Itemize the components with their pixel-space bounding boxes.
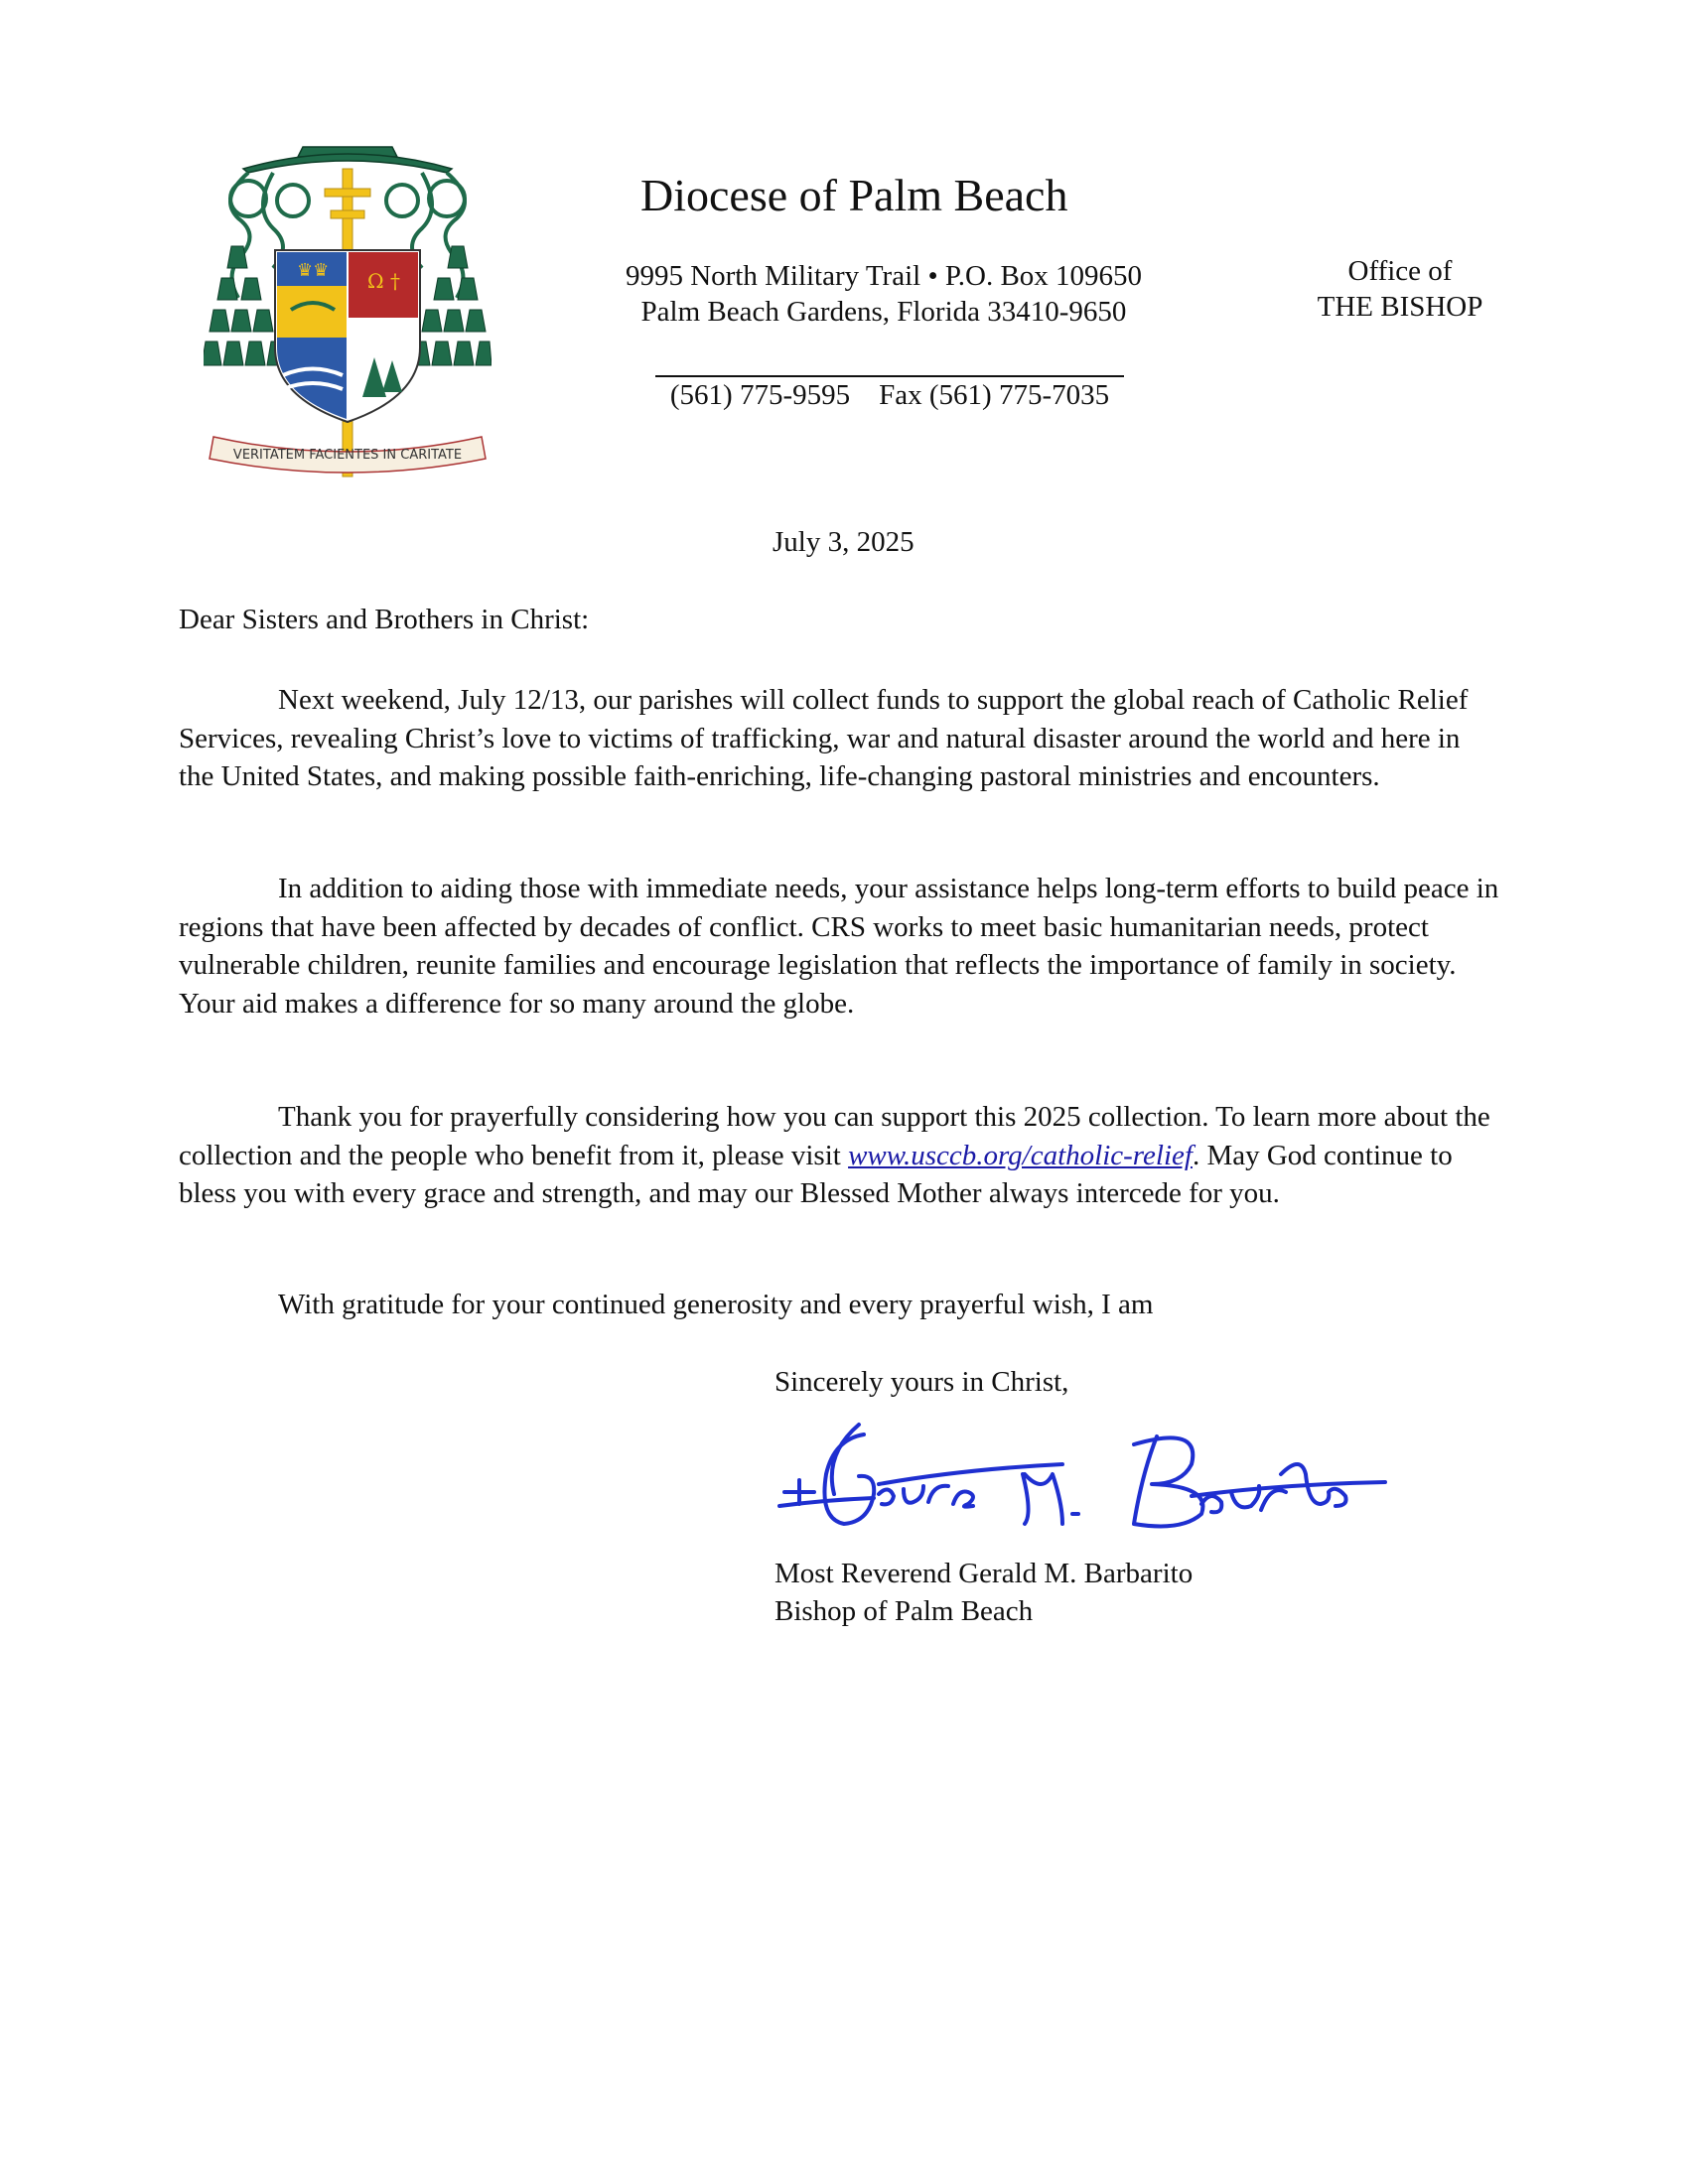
valediction: Sincerely yours in Christ, — [774, 1366, 1069, 1398]
closing-line: With gratitude for your continued generosity and every prayerful wish, I am — [278, 1289, 1154, 1320]
body-paragraph-2: In addition to aiding those with immediate needs, your assistance helps long-term efforts to build peace in regions that have been affected by decades of conflict. CRS works to meet basic humanitarian needs, protect vulnerable children, reunite families and encourage legislation that reflects the importance of family in society. Your aid makes a difference for so many around the globe. — [179, 873, 1499, 1020]
signer-block — [774, 1555, 1193, 1630]
signer-title: Bishop of Palm Beach — [774, 1595, 1034, 1627]
divider — [655, 375, 1124, 377]
motto-text: VERITATEM FACIENTES IN CARITATE — [232, 448, 463, 463]
phone-line — [655, 379, 1124, 412]
address-line-2: Palm Beach Gardens, Florida 33410-9650 — [640, 296, 1127, 328]
paragraph-3-text-before: Thank you for prayerfully considering how you can support this 2025 collection. To learn more about the collection and the people who benefit from it, please visit — [179, 1101, 1490, 1171]
body-paragraph-1: Next weekend, July 12/13, our parishes will collect funds to support the global reach of Catholic Relief Services, revealing Christ’s love to victims of trafficking, war and natural disaster around the world and here in the United States, and making possible faith-enriching, life-changing pastoral ministries and encounters. — [179, 684, 1469, 792]
address-line-1: 9995 North Military Trail • P.O. Box 109650 — [625, 260, 1143, 292]
signer-name: Most Reverend Gerald M. Barbarito — [774, 1558, 1194, 1589]
paragraph-3-text-after: . May God continue to bless you with every grace and strength, and may our Blessed Mother always intercede for you. — [179, 1139, 1453, 1209]
organization-name: Diocese of Palm Beach — [640, 170, 1068, 220]
address-block — [556, 258, 1211, 330]
body-paragraph-3 — [179, 1098, 1499, 1213]
svg-text:Ω †: Ω † — [367, 269, 400, 293]
handwritten-signature — [765, 1415, 1400, 1544]
office-line-2: THE BISHOP — [1317, 291, 1483, 323]
office-block — [1291, 253, 1509, 325]
salutation: Dear Sisters and Brothers in Christ: — [179, 604, 590, 635]
svg-text:♛♛: ♛♛ — [297, 260, 330, 281]
office-line-1: Office of — [1347, 255, 1453, 287]
letter-date: July 3, 2025 — [773, 526, 914, 558]
phone-number: (561) 775-9595 — [669, 379, 851, 411]
usccb-catholic-relief-link[interactable]: www.usccb.org/catholic-relief — [848, 1139, 1193, 1171]
coat-of-arms-logo — [204, 139, 492, 486]
fax-number: Fax (561) 775-7035 — [879, 379, 1110, 411]
